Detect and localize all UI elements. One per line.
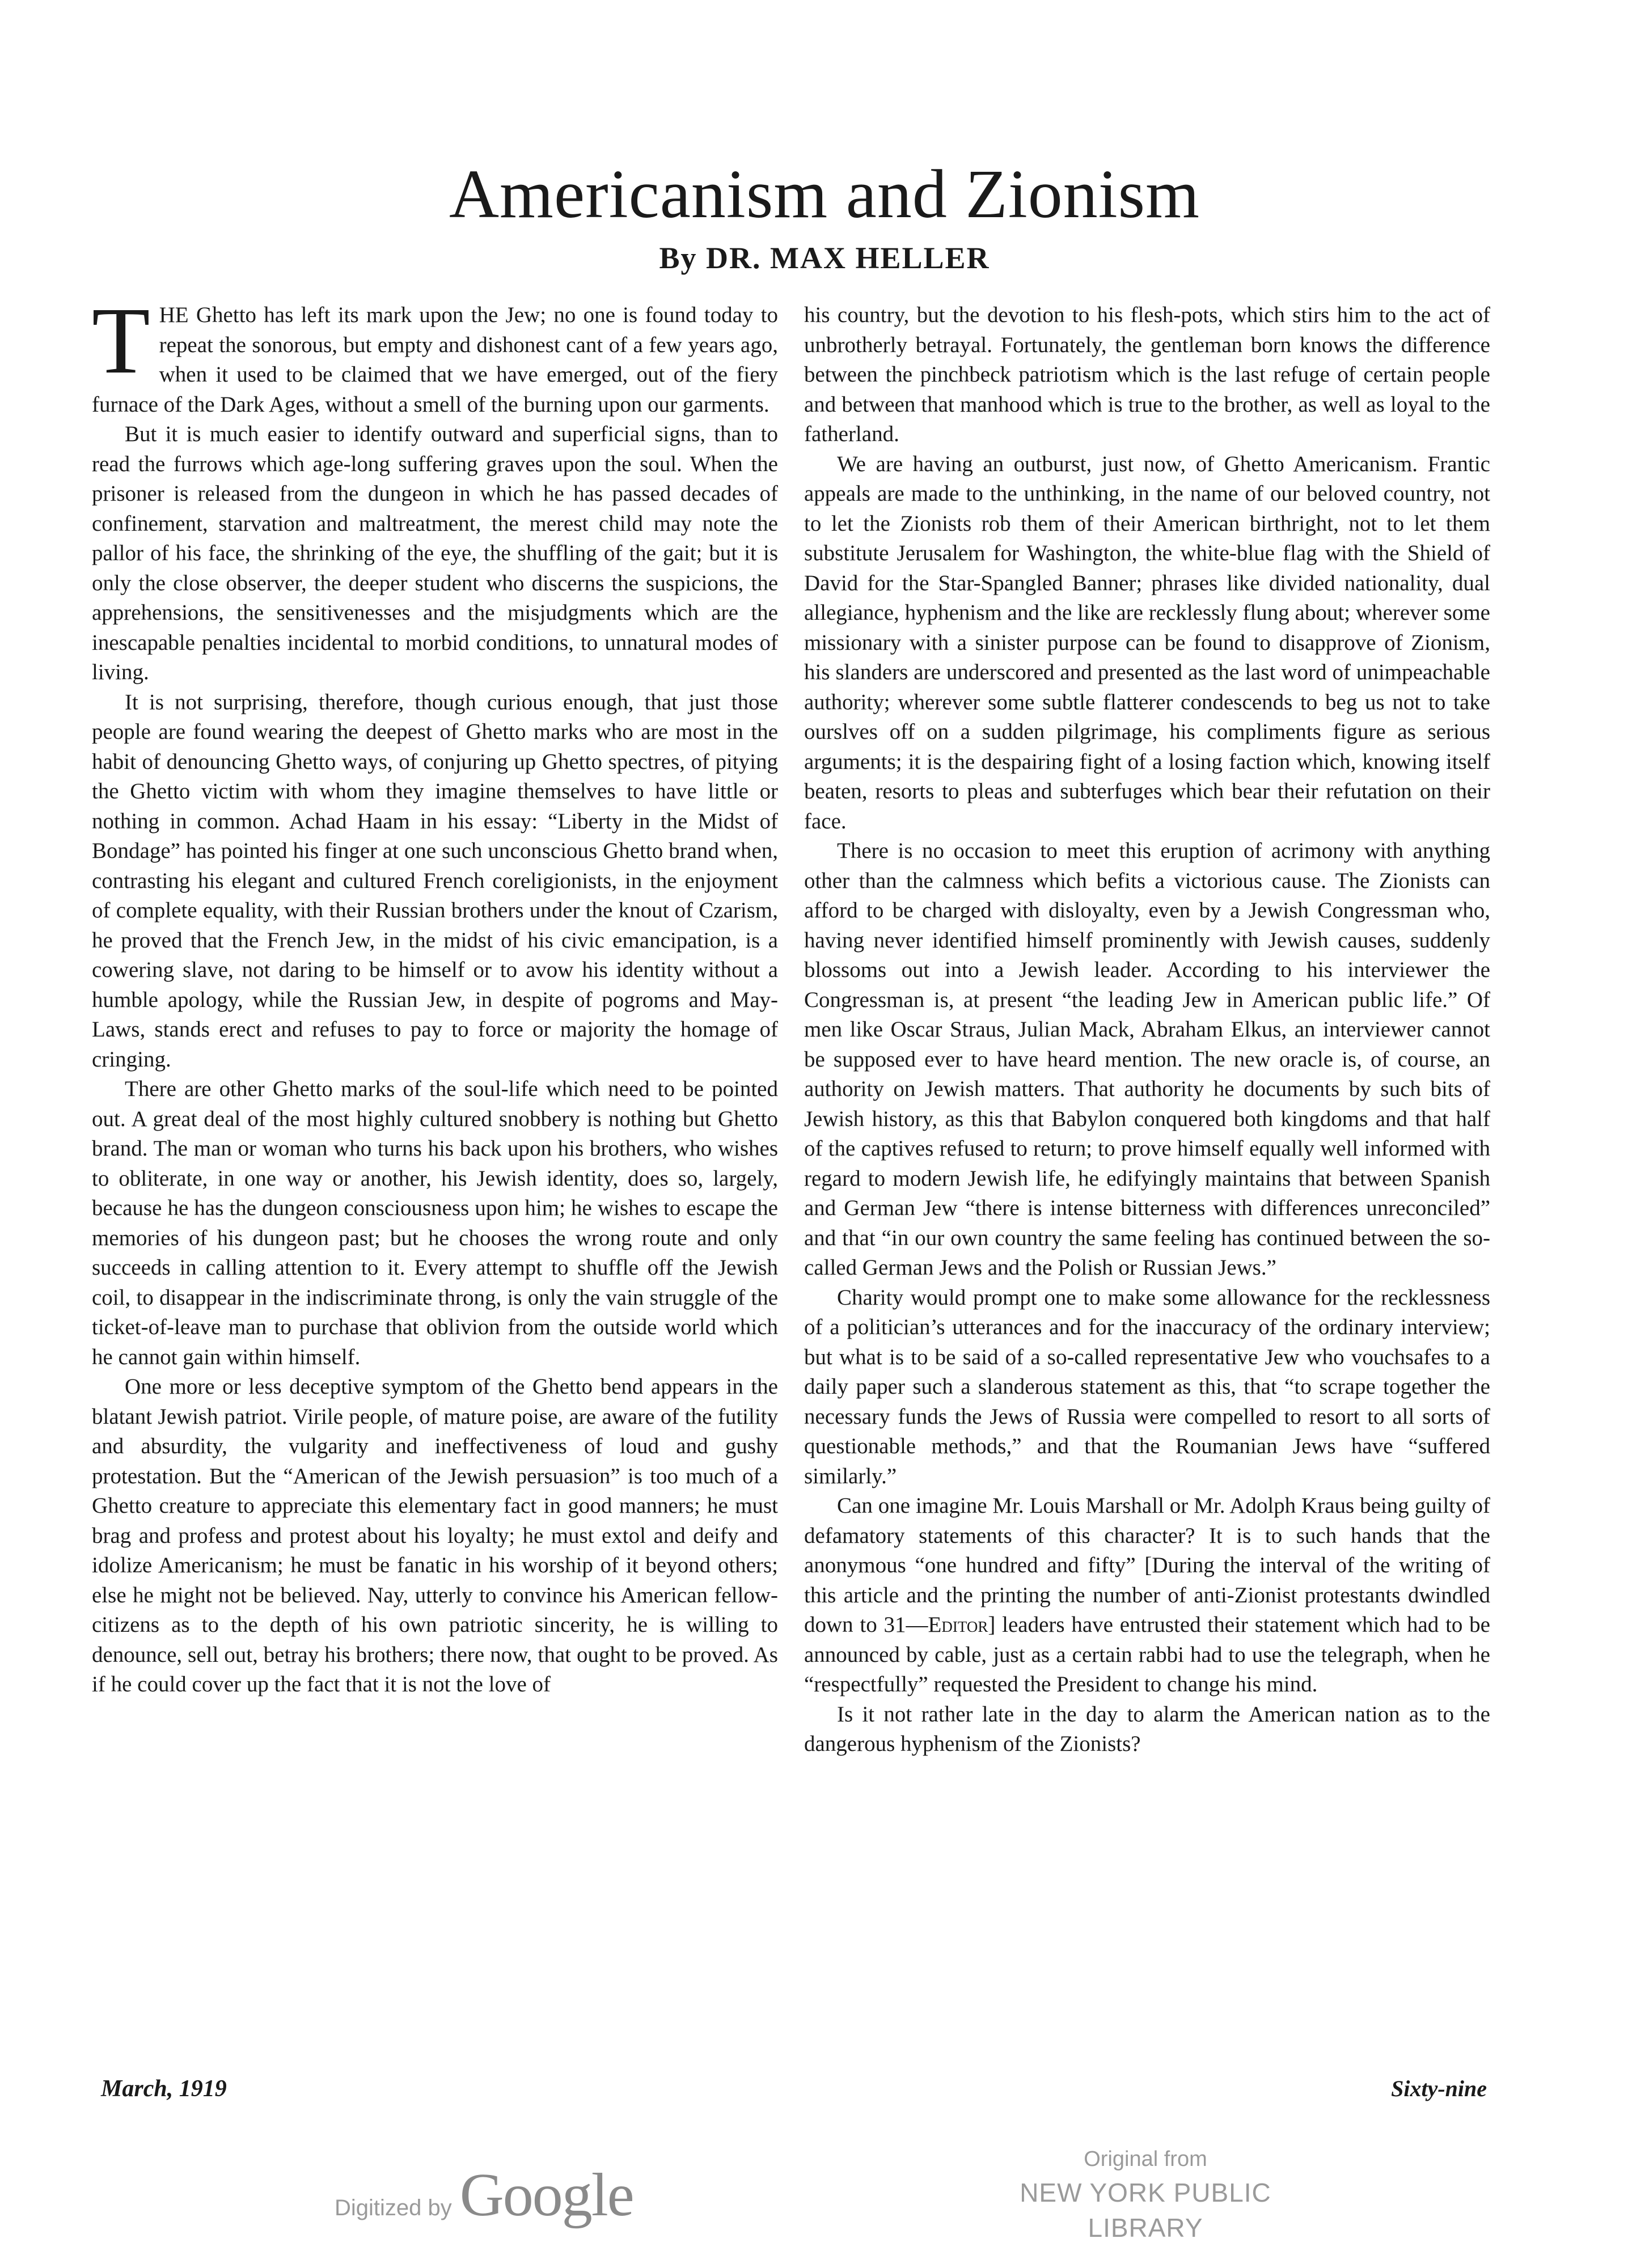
paragraph [92, 288, 778, 420]
paragraph: his country, but the devotion to his flesh-pots, which stirs him to the act of unbrotherly betrayal. Fortunately, the gentleman born knows the difference between the pinchbeck patriotism which is the last refuge of certain people and between that manhood which is true to the brother, as well as loyal to the fatherland. [804, 303, 1490, 446]
paragraph-text: Can one imagine Mr. Louis Marshall or Mr. Adolph Kraus being guilty of defamatory statements of this character? It is to such hands that the anonymous “one hundred and fifty” [During the interval of the writing of this article and the printing the number of anti-Zionist protestants dwindled down to 31— [804, 1493, 1490, 1637]
page-number: Sixty-nine [1391, 2076, 1487, 2101]
source-watermark [964, 2143, 1327, 2245]
google-logo: Google [459, 2161, 633, 2229]
original-label: Original from [1084, 2147, 1207, 2171]
paragraph-text: ] leaders have entrusted their statement which had to be announced by cable, just as a certain rabbi had to use the telegraph, when he “respectfully” requested the President to change his mind. [804, 1613, 1490, 1696]
issue-date: March, 1919 [101, 2076, 227, 2102]
paragraph: We are having an outburst, just now, of Ghetto Americanism. Frantic appeals are made to the unthinking, in the name of our beloved country, not to let the Zionists rob them of their American birthright, not to let them substitute Jerusalem for Washington, the white-blue flag with the Shield of David for the Star-Spangled Banner; phrases like divided nationality, dual allegiance, hyphenism and the like are recklessly flung about; wherever some missionary with a sinister purpose can be found to disapprove of Zionism, his slanders are underscored and presented as the last word of unimpeachable authority; wherever some subtle flatterer condescends to beg us not to take ourslves off on a sudden pilgrimage, his compliments figure as serious arguments; it is the despairing fight of a losing faction which, knowing itself beaten, resorts to pleas and subterfuges which bear their refutation on their face. [804, 451, 1490, 833]
right-column [804, 301, 1490, 1759]
library-name: NEW YORK PUBLIC LIBRARY [1020, 2178, 1271, 2242]
article-title: Americanism and Zionism [449, 156, 1200, 232]
paragraph [804, 1491, 1490, 1700]
article-byline: By DR. MAX HELLER [659, 241, 990, 275]
left-column [92, 288, 778, 1700]
editor-note-label: Editor [928, 1613, 988, 1637]
paragraph: There are other Ghetto marks of the soul-life which need to be pointed out. A great deal of the most highly cultured snobbery is nothing but Ghetto brand. The man or woman who turns his back upon his brothers, who wishes to obliterate, in one way or another, his Jewish identity, does so, largely, because he has the dungeon consciousness upon him; he wishes to escape the memories of his dungeon past; but he chooses the wrong route and only succeeds in calling attention to it. Every attempt to shuffle off the Jewish coil, to disappear in the indiscriminate throng, is only the vain struggle of the ticket-of-leave man to purchase that oblivion from the outside world which he cannot gain within himself. [92, 1077, 778, 1369]
drop-cap: T [92, 288, 150, 393]
paragraph: But it is much easier to identify outward and superficial signs, than to read the furrows which age-long suffering graves upon the soul. When the prisoner is released from the dungeon in which he has passed decades of confinement, starvation and maltreatment, the merest child may note the pallor of his face, the shrinking of the eye, the shuffling of the gait; but it is only the close observer, the deeper student who discerns the suspicions, the apprehensions, the sensitivenesses and the misjudgments which are the inescapable penalties incidental to morbid conditions, to unnatural modes of living. [92, 422, 778, 684]
paragraph: It is not surprising, therefore, though curious enough, that just those people are found wearing the deepest of Ghetto marks who are most in the habit of denouncing Ghetto ways, of conjuring up Ghetto spectres, of pitying the Ghetto victim with whom they imagine themselves to have little or nothing in common. Achad Haam in his essay: “Liberty in the Midst of Bondage” has pointed his finger at one such unconscious Ghetto brand when, contrasting his elegant and cultured French coreligionists, in the enjoyment of complete equality, with their Russian brothers under the knout of Czarism, he proved that the French Jew, in the midst of his civic emancipation, is a cowering slave, not daring to be himself or to avow his identity without a humble apology, while the Russian Jew, in despite of pogroms and May-Laws, stands erect and refuses to pay to force or majority the homage of cringing. [92, 689, 778, 1072]
paragraph: Is it not rather late in the day to alarm the American nation as to the dangerous hyphenism of the Zionists? [804, 1702, 1490, 1756]
digitized-label: Digitized by [335, 2195, 452, 2220]
paragraph: One more or less deceptive symptom of the Ghetto bend appears in the blatant Jewish patriot. Virile people, of mature poise, are aware of the futility and absurdity, the vulgarity and ineffectiveness of loud and gushy protestation. But the “American of the Jewish persuasion” is too much of a Ghetto creature to appreciate this elementary fact in good manners; he must brag and profess and protest about his loyalty; he must extol and deify and idolize Americanism; he must be fanatic in his worship of it beyond others; else he might not be believed. Nay, utterly to convince his American fellow-citizens as to the depth of his own patriotic sincerity, he is willing to denounce, sell out, betray his brothers; there now, that ought to be proved. As if he could cover up the fact that it is not the love of [92, 1374, 778, 1696]
paragraph-text: HE Ghetto has left its mark upon the Jew; no one is found today to repeat the sonorous, but empty and dishonest cant of a few years ago, when it used to be claimed that we have emerged, out of the fiery furnace of the Dark Ages, without a smell of the burning upon our garments. [92, 303, 778, 417]
digitized-watermark [335, 2160, 633, 2231]
paragraph: There is no occasion to meet this eruption of acrimony with anything other than the calmness which befits a victorious cause. The Zionists can afford to be charged with disloyalty, even by a Jewish Congressman who, having never identified himself prominently with Jewish causes, suddenly blossoms out into a Jewish leader. According to his interviewer the Congressman is, at present “the leading Jew in American public life.” Of men like Oscar Straus, Julian Mack, Abraham Elkus, an interviewer cannot be supposed ever to have heard mention. The new oracle is, of course, an authority on Jewish matters. That authority he documents by such bits of Jewish history, as this that Babylon conquered both kingdoms and that half of the captives refused to return; to prove himself equally well informed with regard to modern Jewish life, he edifyingly maintains that between Spanish and German Jew “there is intense bitterness with differences unreconciled” and that “in our own country the same feeling has continued between the so-called German Jews and the Polish or Russian Jews.” [804, 839, 1490, 1280]
paragraph: Charity would prompt one to make some allowance for the recklessness of a politician’s utterances and for the inaccuracy of the ordinary interview; but what is to be said of a so-called representative Jew who vouchsafes to a daily paper such a slanderous statement as this, that “to scrape together the necessary funds the Jews of Russia were compelled to resort to all sorts of questionable methods,” and that the Roumanian Jews have “suffered similarly.” [804, 1285, 1490, 1488]
